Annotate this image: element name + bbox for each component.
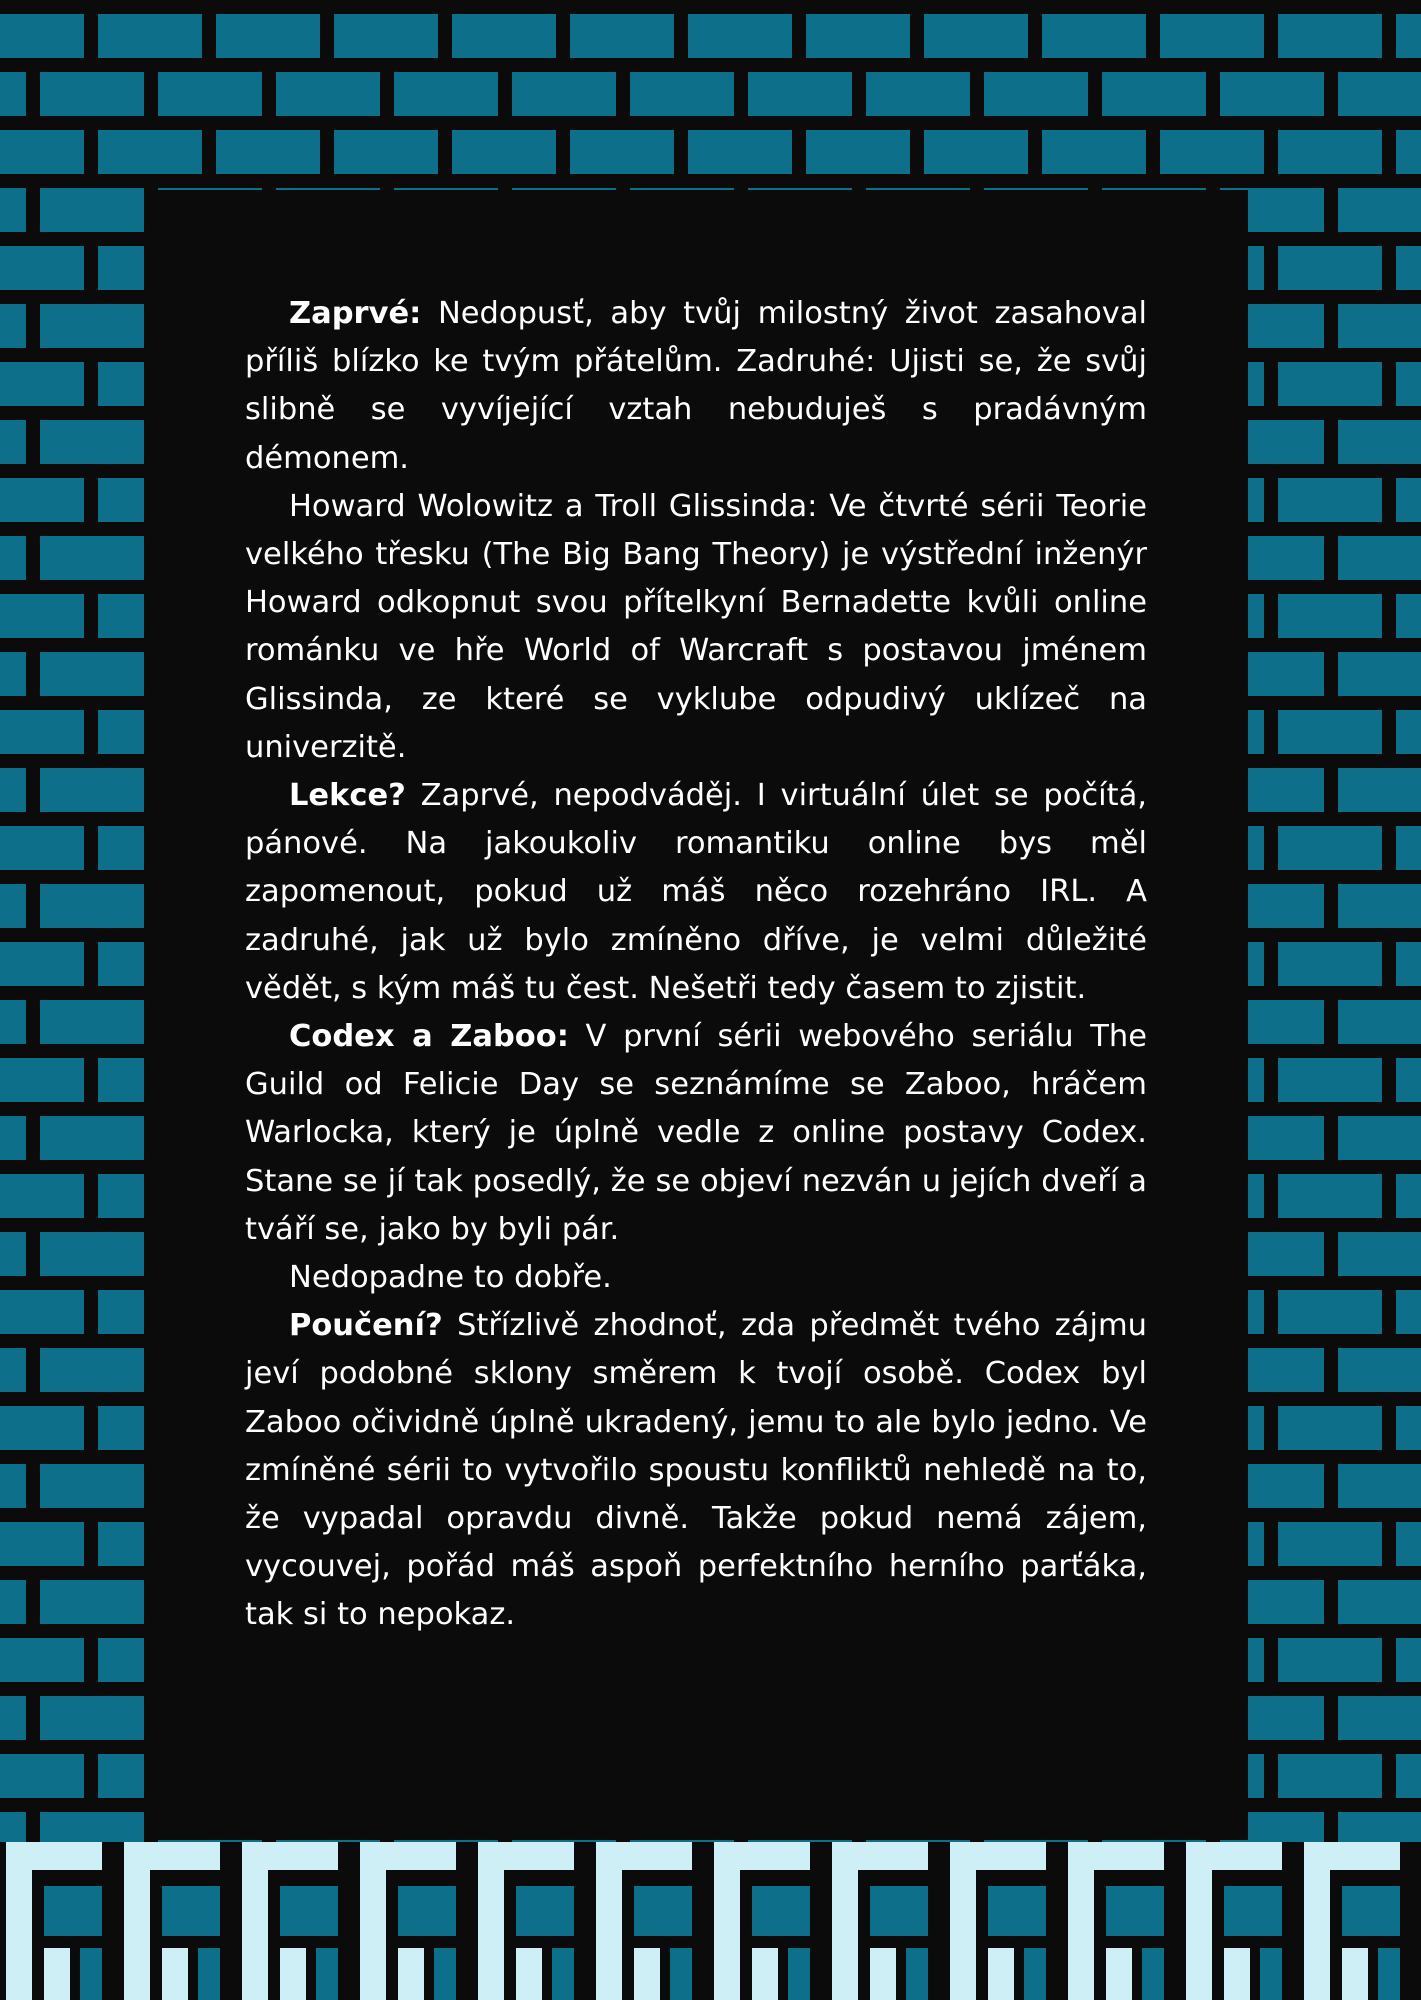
paragraph-3-lead: Lekce?: [289, 778, 406, 814]
brick: [40, 1696, 144, 1740]
brick: [0, 1000, 26, 1044]
paragraph-6: [245, 1302, 1147, 1639]
brick: [1102, 72, 1206, 116]
brick: [1220, 72, 1324, 116]
bottom-brick-post: [714, 1870, 740, 2000]
brick: [1396, 710, 1421, 754]
bottom-brick-step: [870, 1948, 896, 2000]
brick: [40, 304, 144, 348]
bottom-brick-top: [1068, 1842, 1164, 1870]
brick: [0, 188, 26, 232]
bottom-brick-step: [280, 1948, 306, 2000]
brick: [1396, 246, 1421, 290]
brick: [1396, 1754, 1421, 1798]
bottom-brick-step: [634, 1948, 660, 2000]
bottom-brick-top: [478, 1842, 574, 1870]
paragraph-6-body: Střízlivě zhodnoť, zda předmět tvého zájmu jeví podobné sklony směrem k tvojí osobě. Codex byl Zaboo očividně úplně ukradený, jemu to ale bylo jedno. Ve zmíněné sérii to vytvořilo spoustu konfliktů nehledě na to, že vypadal opravdu divně. Takže pokud nemá zájem, vycouvej, pořád máš aspoň perfektního herního parťáka, tak si to nepokaz.: [245, 1308, 1147, 1633]
paragraph-4-body: V první sérii webového seriálu The Guild od Felicie Day se seznámíme se Zaboo, hráčem Warlocka, který je úplně vedle z online postavy Codex. Stane se jí tak posedlý, že se objeví nezván u jejích dveří a tváří se, jako by byli pár.: [245, 1019, 1148, 1247]
bottom-brick-inner-small: [788, 1948, 810, 2000]
brick: [1338, 1696, 1421, 1740]
bottom-brick-inner-small: [198, 1948, 220, 2000]
brick: [0, 1058, 84, 1102]
brick: [0, 246, 84, 290]
bottom-brick-inner: [1106, 1886, 1164, 1936]
paragraph-1-lead: Zaprvé:: [289, 296, 422, 331]
brick: [394, 72, 498, 116]
paragraph-2-body: Howard Wolowitz a Troll Glissinda: Ve čtvrté sérii Teorie velkého třesku (The Big Bang Theory) je výstřední inženýr Howard odkopnut svou přítelkyní Bernadette kvůli online románku ve hře World of Warcraft s postavou jménem Glissinda, ze které se vyklube odpudivý uklízeč na univerzitě.: [245, 488, 1147, 765]
bottom-brick-step: [44, 1948, 70, 2000]
bottom-brick-step: [988, 1948, 1014, 2000]
brick: [1396, 1290, 1421, 1334]
bottom-brick-top: [832, 1842, 928, 1870]
bottom-brick-post: [360, 1870, 386, 2000]
brick: [0, 304, 26, 348]
brick: [0, 72, 26, 116]
brick: [1160, 130, 1264, 174]
brick: [1278, 1522, 1382, 1566]
brick: [1396, 1638, 1421, 1682]
brick: [1278, 1754, 1382, 1798]
brick: [452, 14, 556, 58]
brick: [0, 942, 84, 986]
brick: [40, 768, 144, 812]
bottom-brick-top: [6, 1842, 102, 1870]
brick: [0, 768, 26, 812]
bottom-brick-top: [950, 1842, 1046, 1870]
brick: [276, 72, 380, 116]
bottom-brick-post: [1186, 1870, 1212, 2000]
brick: [1396, 1522, 1421, 1566]
brick: [866, 72, 970, 116]
brick: [0, 1696, 26, 1740]
bottom-brick-inner: [988, 1886, 1046, 1936]
brick: [0, 420, 26, 464]
bottom-brick-inner: [398, 1886, 456, 1936]
brick: [1396, 478, 1421, 522]
brick: [1338, 1116, 1421, 1160]
bottom-brick-post: [832, 1870, 858, 2000]
brick: [0, 130, 84, 174]
bottom-brick-inner: [634, 1886, 692, 1936]
brick: [984, 72, 1088, 116]
brick: [1338, 304, 1421, 348]
bottom-brick-step: [1106, 1948, 1132, 2000]
brick: [1338, 420, 1421, 464]
bottom-brick-inner-small: [80, 1948, 102, 2000]
brick: [1278, 14, 1382, 58]
bottom-brick-step: [752, 1948, 778, 2000]
paragraph-1-body: Nedopusť, aby tvůj milostný život zasahoval příliš blízko ke tvým přátelům. Zadruhé: Ujisti se, že svůj slibně se vyvíjející vztah nebuduješ s pradávným démonem.: [245, 296, 1147, 476]
brick: [1396, 594, 1421, 638]
bottom-brick-inner: [516, 1886, 574, 1936]
bottom-brick-post: [478, 1870, 504, 2000]
bottom-brick-top: [1304, 1842, 1400, 1870]
brick: [40, 1464, 144, 1508]
brick: [1338, 72, 1421, 116]
brick: [0, 1232, 26, 1276]
paragraph-3-body: Zaprvé, nepodváděj. I virtuální úlet se počítá, pánové. Na jakoukoliv romantiku online bys měl zapomenout, pokud už máš něco rozehráno IRL. A zadruhé, jak už bylo zmíněno dříve, je velmi důležité vědět, s kým máš tu čest. Nešetři tedy časem to zjistit.: [245, 778, 1147, 1006]
brick: [1396, 942, 1421, 986]
brick: [1338, 1464, 1421, 1508]
brick: [1278, 478, 1382, 522]
brick: [0, 362, 84, 406]
bottom-brick-inner: [162, 1886, 220, 1936]
paragraph-5: [245, 1254, 1147, 1302]
brick: [0, 536, 26, 580]
bottom-brick-top: [1186, 1842, 1282, 1870]
paragraph-5-body: Nedopadne to dobře.: [289, 1260, 612, 1296]
paragraph-2: [245, 483, 1147, 772]
brick: [0, 1174, 84, 1218]
brick: [0, 1522, 84, 1566]
brick: [1278, 130, 1382, 174]
bottom-brick-top: [124, 1842, 220, 1870]
brick: [1042, 14, 1146, 58]
paragraph-1: [245, 290, 1147, 483]
brick: [1338, 768, 1421, 812]
brick: [216, 130, 320, 174]
bottom-brick-post: [1304, 1870, 1330, 2000]
brick: [1278, 1058, 1382, 1102]
brick: [40, 1580, 144, 1624]
brick: [1338, 1232, 1421, 1276]
brick: [1278, 1290, 1382, 1334]
brick: [0, 1464, 26, 1508]
brick: [40, 188, 144, 232]
bottom-brick-post: [950, 1870, 976, 2000]
brick: [1396, 1174, 1421, 1218]
brick: [216, 14, 320, 58]
brick: [334, 14, 438, 58]
brick: [0, 14, 84, 58]
brick: [0, 1116, 26, 1160]
paragraph-6-lead: Poučení?: [289, 1308, 443, 1344]
bottom-brick-post: [596, 1870, 622, 2000]
brick: [1278, 942, 1382, 986]
brick: [158, 72, 262, 116]
brick: [0, 1580, 26, 1624]
bottom-brick-inner-small: [1024, 1948, 1046, 2000]
brick: [40, 1116, 144, 1160]
brick: [0, 1290, 84, 1334]
brick: [0, 710, 84, 754]
bottom-brick-inner: [1342, 1886, 1400, 1936]
brick: [924, 130, 1028, 174]
brick: [512, 72, 616, 116]
brick: [1396, 362, 1421, 406]
brick: [40, 884, 144, 928]
brick: [40, 1232, 144, 1276]
brick: [0, 652, 26, 696]
bottom-brick-inner: [44, 1886, 102, 1936]
brick: [1160, 14, 1264, 58]
bottom-brick-inner-small: [434, 1948, 456, 2000]
brick: [0, 1406, 84, 1450]
brick: [0, 884, 26, 928]
brick: [1278, 362, 1382, 406]
brick: [630, 72, 734, 116]
brick: [570, 14, 674, 58]
brick: [1042, 130, 1146, 174]
bottom-brick-inner: [752, 1886, 810, 1936]
brick: [98, 130, 202, 174]
brick: [98, 14, 202, 58]
brick: [1278, 826, 1382, 870]
bottom-brick-inner-small: [1260, 1948, 1282, 2000]
brick: [0, 594, 84, 638]
bottom-brick-top: [242, 1842, 338, 1870]
brick: [1396, 1058, 1421, 1102]
brick: [40, 1000, 144, 1044]
bottom-brick-inner: [280, 1886, 338, 1936]
brick: [570, 130, 674, 174]
brick: [1396, 826, 1421, 870]
brick: [1338, 884, 1421, 928]
brick: [1338, 1000, 1421, 1044]
bottom-brick-step: [162, 1948, 188, 2000]
brick: [924, 14, 1028, 58]
bottom-brick-top: [596, 1842, 692, 1870]
bottom-brick-post: [242, 1870, 268, 2000]
bottom-brick-post: [1068, 1870, 1094, 2000]
brick: [0, 478, 84, 522]
brick: [1278, 710, 1382, 754]
brick: [334, 130, 438, 174]
brick: [1278, 1406, 1382, 1450]
bottom-brick-step: [398, 1948, 424, 2000]
brick: [1338, 652, 1421, 696]
bottom-brick-inner: [870, 1886, 928, 1936]
brick: [688, 130, 792, 174]
bottom-brick-step: [1342, 1948, 1368, 2000]
brick: [1278, 1638, 1382, 1682]
brick: [1278, 594, 1382, 638]
brick: [40, 536, 144, 580]
brick: [1338, 1348, 1421, 1392]
brick: [0, 1754, 84, 1798]
bottom-brick-inner-small: [1378, 1948, 1400, 2000]
paragraph-4: [245, 1013, 1147, 1254]
bottom-brick-top: [714, 1842, 810, 1870]
brick: [688, 14, 792, 58]
bottom-brick-inner-small: [906, 1948, 928, 2000]
brick: [1396, 1406, 1421, 1450]
bottom-brick-inner-small: [670, 1948, 692, 2000]
bottom-brick-inner-small: [316, 1948, 338, 2000]
bottom-brick-inner-small: [1142, 1948, 1164, 2000]
brick: [1338, 188, 1421, 232]
bottom-brick-inner-small: [552, 1948, 574, 2000]
brick: [0, 826, 84, 870]
paragraph-3: [245, 772, 1147, 1013]
brick: [40, 1348, 144, 1392]
brick: [1396, 14, 1421, 58]
brick: [0, 1638, 84, 1682]
brick: [806, 130, 910, 174]
brick: [1278, 246, 1382, 290]
paragraph-4-lead: Codex a Zaboo:: [289, 1019, 569, 1055]
brick: [1338, 536, 1421, 580]
brick: [0, 1348, 26, 1392]
brick: [1396, 130, 1421, 174]
brick: [40, 652, 144, 696]
bottom-brick-post: [124, 1870, 150, 2000]
brick: [1338, 1580, 1421, 1624]
brick: [452, 130, 556, 174]
brick: [40, 72, 144, 116]
brick: [40, 420, 144, 464]
article-text: [245, 290, 1147, 1640]
brick: [748, 72, 852, 116]
brick: [1278, 1174, 1382, 1218]
bottom-brick-step: [1224, 1948, 1250, 2000]
bottom-brick-step: [516, 1948, 542, 2000]
bottom-brick-top: [360, 1842, 456, 1870]
bottom-brick-post: [6, 1870, 32, 2000]
brick: [806, 14, 910, 58]
bottom-brick-inner: [1224, 1886, 1282, 1936]
